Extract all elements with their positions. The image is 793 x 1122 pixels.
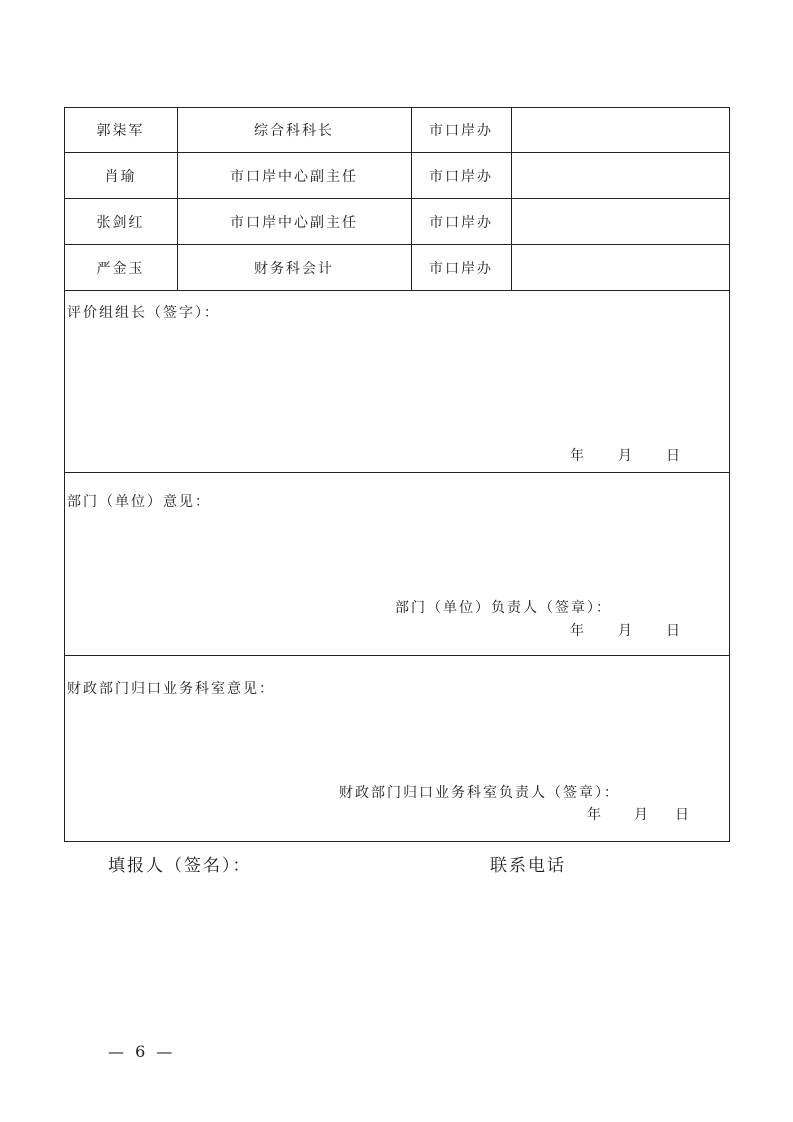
member-name: 肖瑜: [104, 168, 137, 185]
finance-opinion-label: 财政部门归口业务科室意见：: [67, 681, 275, 697]
leader-date-month: 月: [618, 448, 632, 464]
member-name: 严金玉: [96, 260, 145, 277]
member-title: 市口岸中心副主任: [230, 168, 358, 185]
member-name: 郭柒军: [96, 122, 145, 139]
filler-signature-label: 填报人（签名）：: [108, 856, 252, 876]
finance-date-month: 月: [634, 807, 648, 823]
section-divider: [64, 472, 730, 473]
leader-date-day: 日: [666, 448, 680, 464]
member-unit: 市口岸办: [429, 168, 493, 185]
section-divider: [64, 655, 730, 656]
member-note: [511, 199, 730, 244]
member-note: [511, 107, 730, 152]
member-unit: 市口岸办: [429, 214, 493, 231]
member-title: 财务科会计: [254, 260, 334, 277]
department-signer-label: 部门（单位）负责人（签章）：: [395, 600, 612, 616]
member-name: 张剑红: [96, 214, 145, 231]
department-date-day: 日: [666, 623, 680, 639]
leader-signature-label: 评价组组长（签字）：: [67, 305, 220, 321]
department-date-month: 月: [618, 623, 632, 639]
member-title: 市口岸中心副主任: [230, 214, 358, 231]
finance-date-day: 日: [675, 807, 689, 823]
finance-signer-label: 财政部门归口业务科室负责人（签章）：: [339, 785, 620, 801]
leader-date-year: 年: [570, 448, 584, 464]
member-unit: 市口岸办: [429, 122, 493, 139]
member-unit: 市口岸办: [429, 260, 493, 277]
member-note: [511, 153, 730, 198]
row-divider: [64, 290, 730, 291]
department-date-year: 年: [570, 623, 584, 639]
contact-phone-label: 联系电话: [490, 856, 566, 876]
member-note: [511, 245, 730, 290]
member-title: 综合科科长: [254, 122, 334, 139]
department-opinion-label: 部门（单位）意见：: [67, 494, 211, 510]
finance-date-year: 年: [587, 807, 601, 823]
page-number: — 6 —: [108, 1042, 176, 1061]
